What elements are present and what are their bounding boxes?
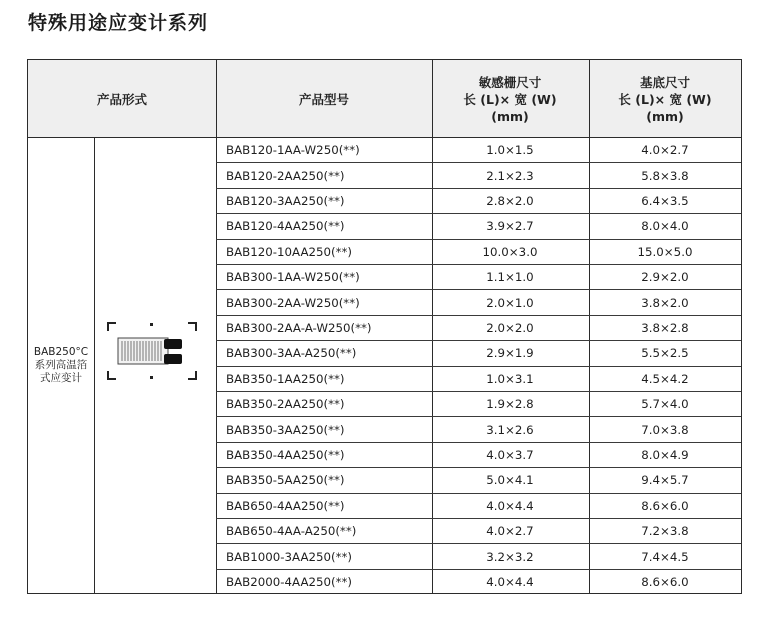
model-cell: BAB120-4AA250(**) (226, 219, 345, 234)
table-row (216, 265, 741, 290)
table-row (216, 189, 741, 214)
header-grid-size-line1: 敏感栅尺寸 (478, 74, 542, 90)
series-label-line1: BAB250°C (33, 346, 89, 358)
header-grid-size-line3: (mm) (491, 108, 529, 124)
table-row (216, 138, 741, 163)
model-cell: BAB350-5AA250(**) (226, 473, 345, 488)
model-cell: BAB300-3AA-A250(**) (226, 346, 357, 361)
header-base-size-line3: (mm) (646, 108, 684, 124)
series-label-line2: 系列高温箔 (34, 359, 88, 371)
base-size-cell: 4.0×2.7 (641, 143, 689, 158)
table-row (216, 316, 741, 341)
grid-size-cell: 3.1×2.6 (486, 422, 534, 437)
base-size-cell: 7.2×3.8 (641, 524, 689, 539)
model-cell: BAB350-3AA250(**) (226, 422, 345, 437)
model-cell: BAB350-2AA250(**) (226, 397, 345, 412)
grid-size-cell: 10.0×3.0 (482, 244, 538, 259)
table-header (28, 60, 741, 138)
base-size-cell: 8.0×4.9 (641, 447, 689, 462)
base-size-cell: 15.0×5.0 (637, 244, 693, 259)
strain-gauge-icon (106, 321, 198, 381)
table-row (216, 163, 741, 188)
model-cell: BAB350-1AA250(**) (226, 371, 345, 386)
model-cell: BAB300-1AA-W250(**) (226, 270, 360, 285)
table-row (216, 290, 741, 315)
base-size-cell: 3.8×2.0 (641, 295, 689, 310)
series-label (28, 138, 94, 593)
grid-size-cell: 4.0×4.4 (486, 575, 534, 590)
grid-size-cell: 4.0×3.7 (486, 447, 534, 462)
base-size-cell: 2.9×2.0 (641, 270, 689, 285)
model-cell: BAB120-10AA250(**) (226, 244, 353, 259)
model-cell: BAB650-4AA250(**) (226, 498, 345, 513)
table-row (216, 214, 741, 239)
model-cell: BAB120-3AA250(**) (226, 193, 345, 208)
grid-size-cell: 5.0×4.1 (486, 473, 534, 488)
grid-size-cell: 2.8×2.0 (486, 193, 534, 208)
grid-size-cell: 2.1×2.3 (486, 168, 534, 183)
model-cell: BAB300-2AA-A-W250(**) (226, 320, 372, 335)
model-cell: BAB650-4AA-A250(**) (226, 524, 357, 539)
header-base-size-line1: 基底尺寸 (639, 74, 690, 90)
page-title: 特殊用途应变计系列 (28, 12, 209, 34)
table-row (216, 367, 741, 392)
series-label-line3: 式应变计 (40, 372, 82, 384)
base-size-cell: 7.4×4.5 (641, 549, 689, 564)
column-divider (94, 138, 95, 593)
table-row (216, 240, 741, 265)
table-body (216, 138, 741, 593)
base-size-cell: 8.0×4.0 (641, 219, 689, 234)
header-base-size (589, 60, 741, 138)
table-row (216, 544, 741, 569)
model-cell: BAB120-2AA250(**) (226, 168, 345, 183)
grid-size-cell: 2.0×2.0 (486, 320, 534, 335)
base-size-cell: 7.0×3.8 (641, 422, 689, 437)
grid-size-cell: 1.0×3.1 (486, 371, 534, 386)
base-size-cell: 5.5×2.5 (641, 346, 689, 361)
grid-size-cell: 4.0×4.4 (486, 498, 534, 513)
table-row (216, 494, 741, 519)
grid-size-cell: 1.0×1.5 (486, 143, 534, 158)
grid-size-cell: 2.0×1.0 (486, 295, 534, 310)
header-model (216, 60, 432, 138)
spec-table (27, 59, 742, 594)
grid-size-cell: 2.9×1.9 (486, 346, 534, 361)
header-form (28, 60, 216, 138)
base-size-cell: 4.5×4.2 (641, 371, 689, 386)
table-row (216, 468, 741, 493)
header-model-label: 产品型号 (298, 91, 349, 107)
product-form-cell (28, 138, 216, 593)
model-cell: BAB350-4AA250(**) (226, 447, 345, 462)
base-size-cell: 6.4×3.5 (641, 193, 689, 208)
header-form-label: 产品形式 (96, 91, 147, 107)
base-size-cell: 3.8×2.8 (641, 320, 689, 335)
table-row (216, 570, 741, 595)
table-row (216, 392, 741, 417)
base-size-cell: 8.6×6.0 (641, 575, 689, 590)
header-base-size-line2: 长 (L)× 宽 (W) (618, 91, 712, 107)
base-size-cell: 5.7×4.0 (641, 397, 689, 412)
model-cell: BAB120-1AA-W250(**) (226, 143, 360, 158)
table-row (216, 341, 741, 366)
base-size-cell: 9.4×5.7 (641, 473, 689, 488)
table-row (216, 519, 741, 544)
model-cell: BAB2000-4AA250(**) (226, 575, 353, 590)
grid-size-cell: 1.9×2.8 (486, 397, 534, 412)
base-size-cell: 8.6×6.0 (641, 498, 689, 513)
header-grid-size (432, 60, 588, 138)
grid-size-cell: 4.0×2.7 (486, 524, 534, 539)
grid-size-cell: 3.2×3.2 (486, 549, 534, 564)
grid-size-cell: 3.9×2.7 (486, 219, 534, 234)
model-cell: BAB1000-3AA250(**) (226, 549, 353, 564)
table-row (216, 417, 741, 442)
model-cell: BAB300-2AA-W250(**) (226, 295, 360, 310)
table-row (216, 443, 741, 468)
grid-size-cell: 1.1×1.0 (486, 270, 534, 285)
header-grid-size-line2: 长 (L)× 宽 (W) (463, 91, 557, 107)
base-size-cell: 5.8×3.8 (641, 168, 689, 183)
